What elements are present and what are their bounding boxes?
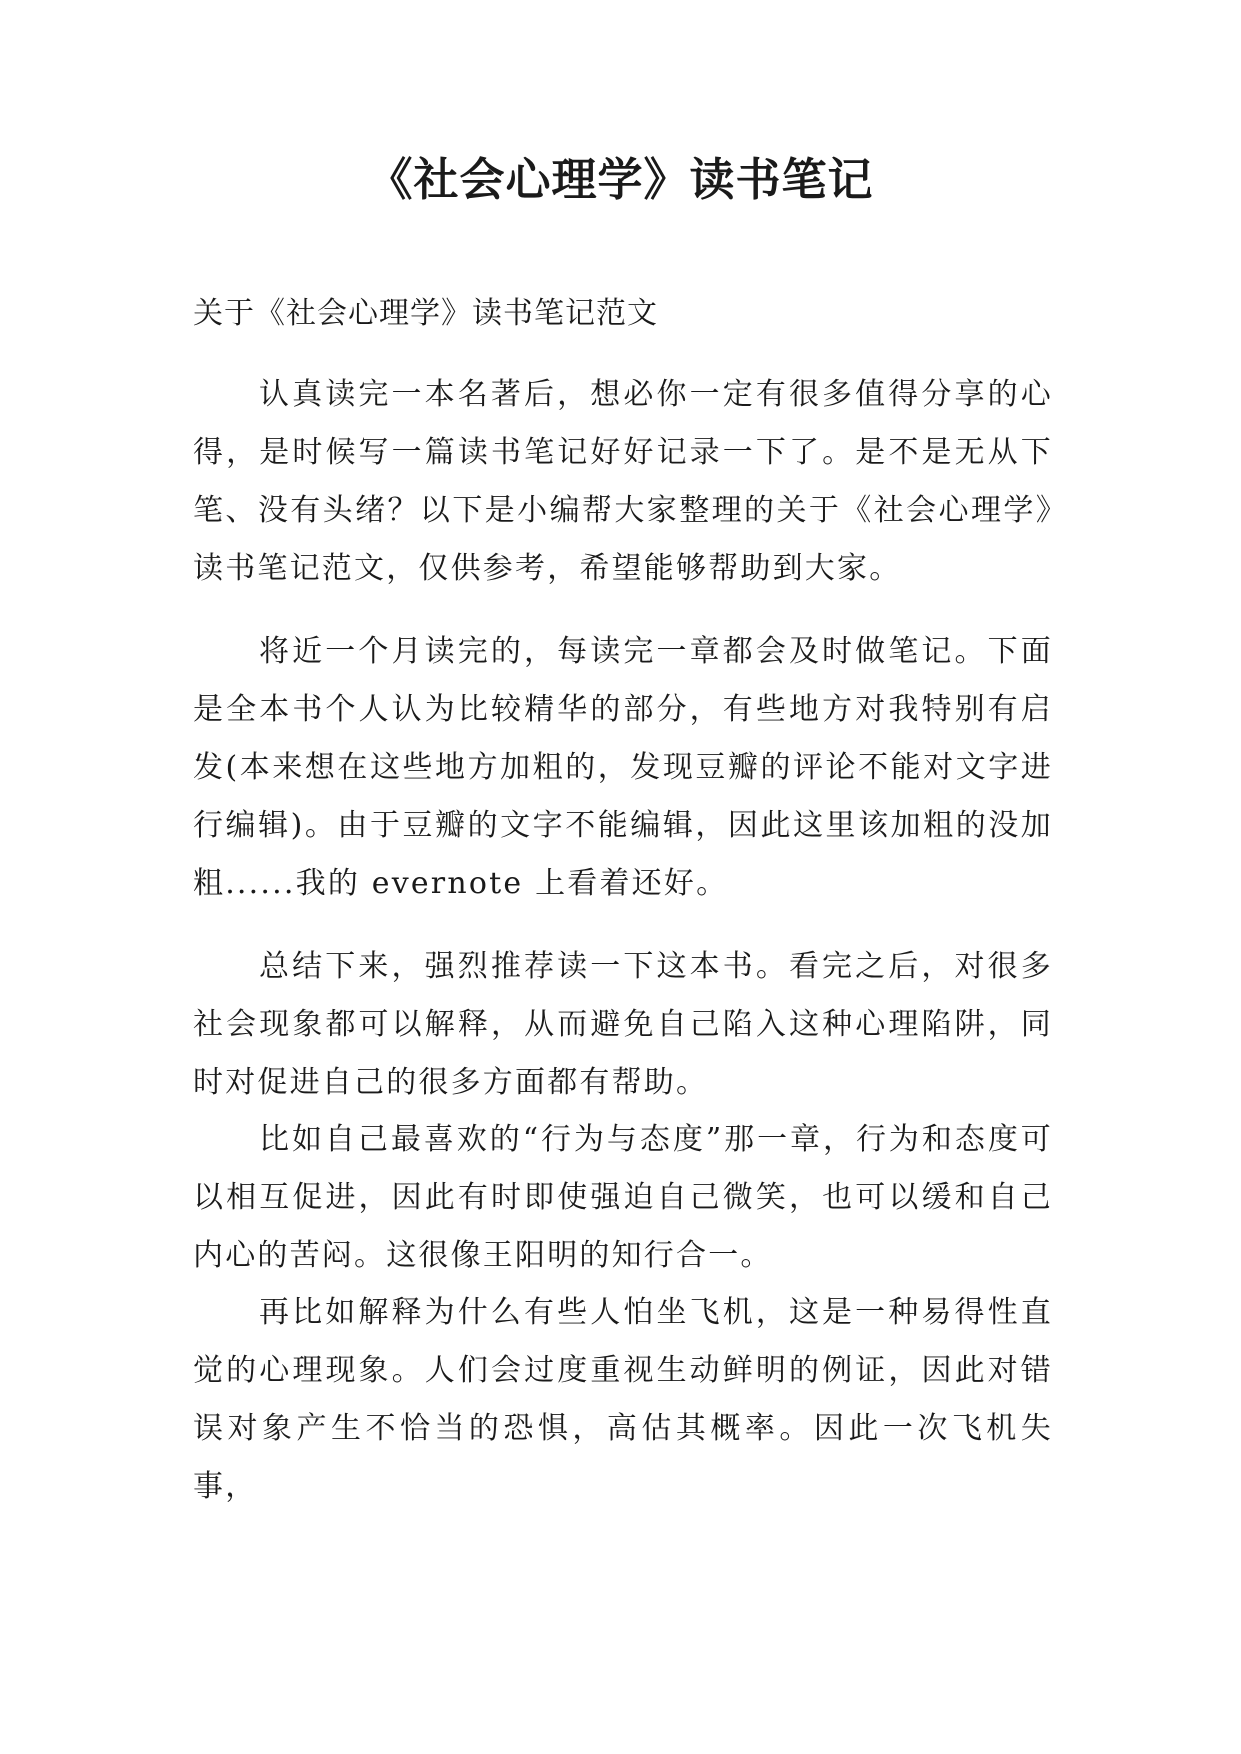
paragraph-summary: 总结下来，强烈推荐读一下这本书。看完之后，对很多社会现象都可以解释，从而避免自己陷入这种心理陷阱，同时对促进自己的很多方面都有帮助。 [193,949,1053,1100]
paragraph-reading-notes: 将近一个月读完的，每读完一章都会及时做笔记。下面是全本书个人认为比较精华的部分，有些地方对我特别有启发(本来想在这些地方加粗的，发现豆瓣的评论不能对文字进行编辑)。由于豆瓣的文字不能编辑，因此这里该加粗的没加粗......我的 evernote 上看着还好。 [193,634,1053,901]
paragraph-fear-of-flying: 再比如解释为什么有些人怕坐飞机，这是一种易得性直觉的心理现象。人们会过度重视生动鲜明的例证，因此对错误对象产生不恰当的恐惧，高估其概率。因此一次飞机失事， [193,1295,1053,1504]
document-title: 《社会心理学》读书笔记 [367,153,874,206]
paragraph-intro: 认真读完一本名著后，想必你一定有很多值得分享的心得，是时候写一篇读书笔记好好记录一下了。是不是无从下笔、没有头绪？以下是小编帮大家整理的关于《社会心理学》读书笔记范文，仅供参考，希望能够帮助到大家。 [193,377,1053,586]
document-subtitle: 关于《社会心理学》读书笔记范文 [193,296,658,331]
paragraph-behavior-attitude: 比如自己最喜欢的“行为与态度”那一章，行为和态度可以相互促进，因此有时即使强迫自己微笑，也可以缓和自己内心的苦闷。这很像王阳明的知行合一。 [193,1122,1053,1273]
